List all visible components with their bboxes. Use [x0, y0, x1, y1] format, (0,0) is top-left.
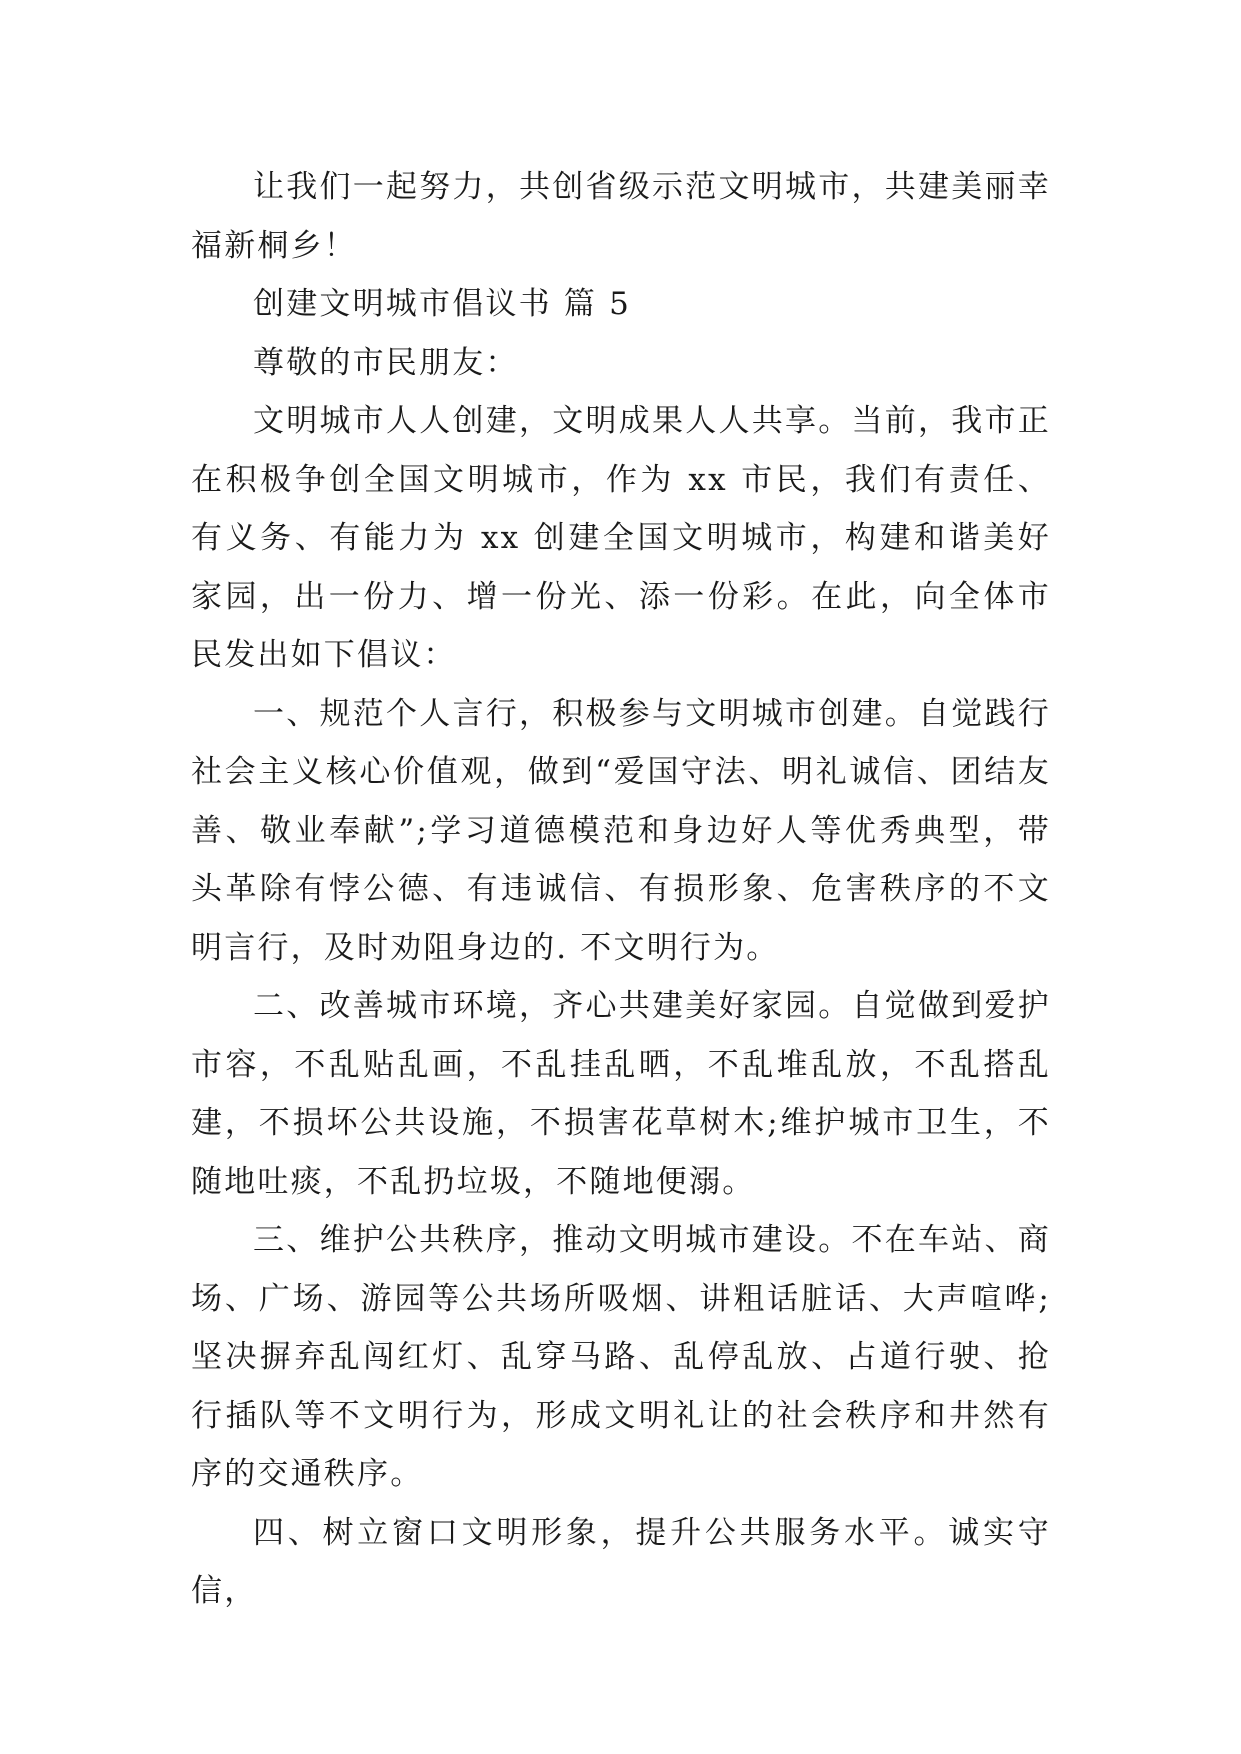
paragraph-item-4: 四、树立窗口文明形象，提升公共服务水平。诚实守信，: [191, 1514, 1051, 1609]
document-body: [191, 158, 1051, 1621]
paragraph-item-2: 二、改善城市环境，齐心共建美好家园。自觉做到爱护市容，不乱贴乱画，不乱挂乱晒，不乱堆乱放，不乱搭乱建，不损坏公共设施，不损害花草树木;维护城市卫生，不随地吐痰，不乱扔垃圾，不随地便溺。: [191, 988, 1051, 1200]
salutation: 尊敬的市民朋友：: [253, 344, 519, 381]
paragraph-item-1: 一、规范个人言行，积极参与文明城市创建。自觉践行社会主义核心价值观，做到“爱国守法、明礼诚信、团结友善、敬业奉献”;学习道德模范和身边好人等优秀典型，带头革除有悖公德、有违诚信、有损形象、危害秩序的不文明言行，及时劝阻身边的. 不文明行为。: [191, 695, 1051, 966]
paragraph-intro: 文明城市人人创建，文明成果人人共享。当前，我市正在积极争创全国文明城市，作为 xx 市民，我们有责任、有义务、有能力为 xx 创建全国文明城市，构建和谐美好家园，出一份力、增一份光、添一份彩。在此，向全体市民发出如下倡议：: [191, 403, 1051, 673]
paragraph-closing-call: 让我们一起努力，共创省级示范文明城市，共建美丽幸福新桐乡！: [191, 169, 1051, 264]
paragraph-item-3: 三、维护公共秩序，推动文明城市建设。不在车站、商场、广场、游园等公共场所吸烟、讲粗话脏话、大声喧哗;坚决摒弃乱闯红灯、乱穿马路、乱停乱放、占道行驶、抢行插队等不文明行为，形成文明礼让的社会秩序和井然有序的交通秩序。: [191, 1222, 1051, 1492]
section-title: 创建文明城市倡议书 篇 5: [253, 286, 632, 322]
